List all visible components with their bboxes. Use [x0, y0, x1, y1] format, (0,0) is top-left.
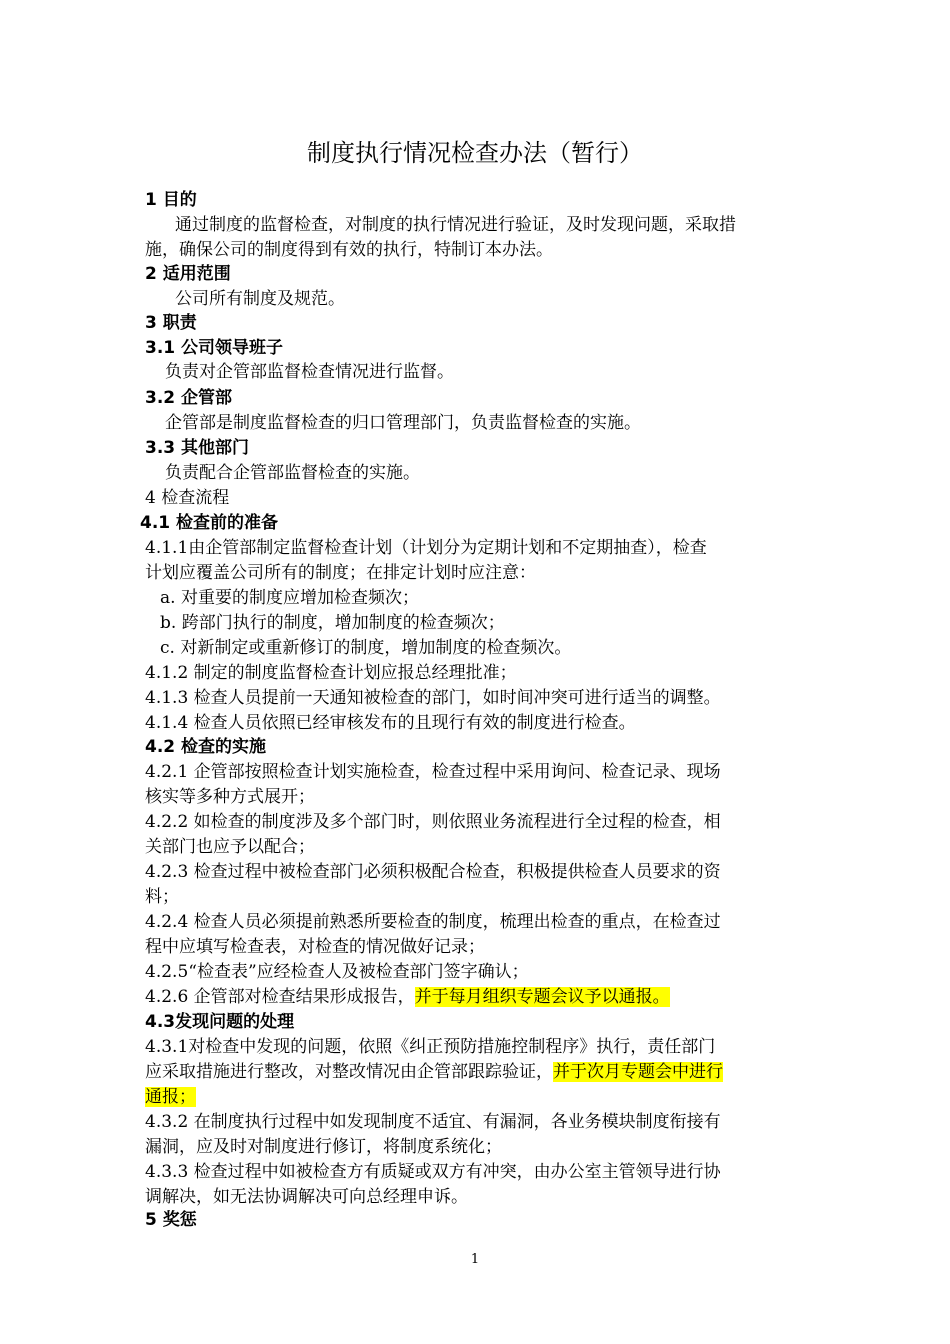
- line-text: 程中应填写检查表，对检查的情况做好记录；: [145, 937, 485, 957]
- document-line: [145, 711, 636, 735]
- document-line: [160, 611, 505, 635]
- document-line: [145, 935, 485, 959]
- line-text: 1 目的: [145, 190, 197, 210]
- line-text: 4.2.2 如检查的制度涉及多个部门时，则依照业务流程进行全过程的检查，相: [145, 812, 721, 832]
- line-text: c. 对新制定或重新修订的制度，增加制度的检查频次。: [160, 638, 572, 658]
- line-text: b. 跨部门执行的制度，增加制度的检查频次；: [160, 613, 505, 633]
- line-text: 计划应覆盖公司所有的制度；在排定计划时应注意：: [145, 563, 536, 583]
- document-line: [145, 735, 266, 759]
- document-line: [145, 1010, 294, 1034]
- line-text: 4.3.3 检查过程中如被检查方有质疑或双方有冲突，由办公室主管领导进行协: [145, 1162, 721, 1182]
- document-line: [145, 336, 283, 360]
- line-text: 应采取措施进行整改，对整改情况由企管部跟踪验证，: [145, 1062, 553, 1082]
- document-line: [145, 1110, 721, 1134]
- document-line: [165, 411, 641, 435]
- document-line: [145, 910, 721, 934]
- highlighted-text: 通报；: [145, 1087, 196, 1107]
- line-text: 2 适用范围: [145, 264, 231, 284]
- document-line: [145, 810, 721, 834]
- document-line: [145, 885, 179, 909]
- document-line: [175, 213, 736, 237]
- line-text: 料；: [145, 887, 179, 907]
- line-text: 3 职责: [145, 313, 197, 333]
- document-line: [160, 636, 571, 660]
- document-line: [165, 360, 454, 384]
- document-line: [145, 1085, 196, 1109]
- line-text: 4.1.3 检查人员提前一天通知被检查的部门，如时间冲突可进行适当的调整。: [145, 688, 721, 708]
- line-text: 5 奖惩: [145, 1210, 197, 1230]
- document-line: [145, 1208, 197, 1232]
- line-text: 企管部是制度监督检查的归口管理部门，负责监督检查的实施。: [165, 413, 641, 433]
- document-line: [145, 486, 229, 510]
- line-text: 公司所有制度及规范。: [175, 289, 345, 309]
- line-text: 施，确保公司的制度得到有效的执行，特制订本办法。: [145, 240, 553, 260]
- line-text: 4.1.2 制定的制度监督检查计划应报总经理批准；: [145, 663, 517, 683]
- document-line: [145, 1060, 723, 1084]
- document-line: [145, 835, 315, 859]
- line-text: 4.2.3 检查过程中被检查部门必须积极配合检查，积极提供检查人员要求的资: [145, 862, 721, 882]
- line-text: 3.2 企管部: [145, 388, 233, 408]
- document-line: [140, 511, 278, 535]
- line-text: 4.1 检查前的准备: [140, 513, 279, 533]
- document-line: [145, 262, 231, 286]
- line-text: 4.2.5“检查表”应经检查人及被检查部门签字确认；: [145, 962, 529, 982]
- line-text: 4.3.2 在制度执行过程中如发现制度不适宜、有漏洞，各业务模块制度衔接有: [145, 1112, 721, 1132]
- document-line: [160, 586, 419, 610]
- document-line: [145, 785, 315, 809]
- page-number: 1: [470, 1252, 480, 1267]
- document-line: [175, 287, 345, 311]
- line-text: 4.3发现问题的处理: [145, 1012, 295, 1032]
- line-text: 3.1 公司领导班子: [145, 338, 284, 358]
- document-line: [145, 760, 721, 784]
- line-text: 负责对企管部监督检查情况进行监督。: [165, 362, 454, 382]
- document-line: [145, 686, 721, 710]
- document-line: [145, 188, 197, 212]
- line-text: 4.1.4 检查人员依照已经审核发布的且现行有效的制度进行检查。: [145, 713, 636, 733]
- line-text: 4.3.1对检查中发现的问题，依照《纠正预防措施控制程序》执行，责任部门: [145, 1037, 716, 1057]
- highlighted-text: 并于次月专题会中进行: [553, 1062, 723, 1082]
- line-text: 调解决，如无法协调解决可向总经理申诉。: [145, 1187, 468, 1207]
- line-text: 4.2 检查的实施: [145, 737, 267, 757]
- document-line: [145, 860, 721, 884]
- document-line: [145, 1185, 468, 1209]
- line-text: 4.1.1由企管部制定监督检查计划（计划分为定期计划和不定期抽查），检查: [145, 538, 707, 558]
- highlighted-text: 并于每月组织专题会议予以通报。: [414, 987, 670, 1007]
- line-text: a. 对重要的制度应增加检查频次；: [160, 588, 419, 608]
- line-text: 关部门也应予以配合；: [145, 837, 315, 857]
- document-line: [145, 960, 529, 984]
- line-text: 负责配合企管部监督检查的实施。: [165, 463, 420, 483]
- document-title: 制度执行情况检查办法（暂行）: [307, 139, 643, 167]
- document-line: [145, 436, 249, 460]
- line-text: 漏洞，应及时对制度进行修订，将制度系统化；: [145, 1137, 502, 1157]
- document-line: [165, 461, 420, 485]
- document-line: [145, 1135, 502, 1159]
- line-text: 4.2.4 检查人员必须提前熟悉所要检查的制度，梳理出检查的重点，在检查过: [145, 912, 721, 932]
- document-line: [145, 561, 536, 585]
- line-text: 通过制度的监督检查，对制度的执行情况进行验证，及时发现问题，采取措: [175, 215, 736, 235]
- document-line: [145, 985, 670, 1009]
- line-text: 核实等多种方式展开；: [145, 787, 315, 807]
- document-line: [145, 386, 232, 410]
- document-line: [145, 661, 517, 685]
- document-line: [145, 238, 553, 262]
- line-text: 4.2.1 企管部按照检查计划实施检查，检查过程中采用询问、检查记录、现场: [145, 762, 721, 782]
- line-text: 4.2.6 企管部对检查结果形成报告，: [145, 987, 415, 1007]
- document-line: [145, 311, 197, 335]
- line-text: 4 检查流程: [145, 488, 230, 508]
- document-line: [145, 536, 707, 560]
- line-text: 3.3 其他部门: [145, 438, 250, 458]
- document-line: [145, 1160, 721, 1184]
- document-line: [145, 1035, 715, 1059]
